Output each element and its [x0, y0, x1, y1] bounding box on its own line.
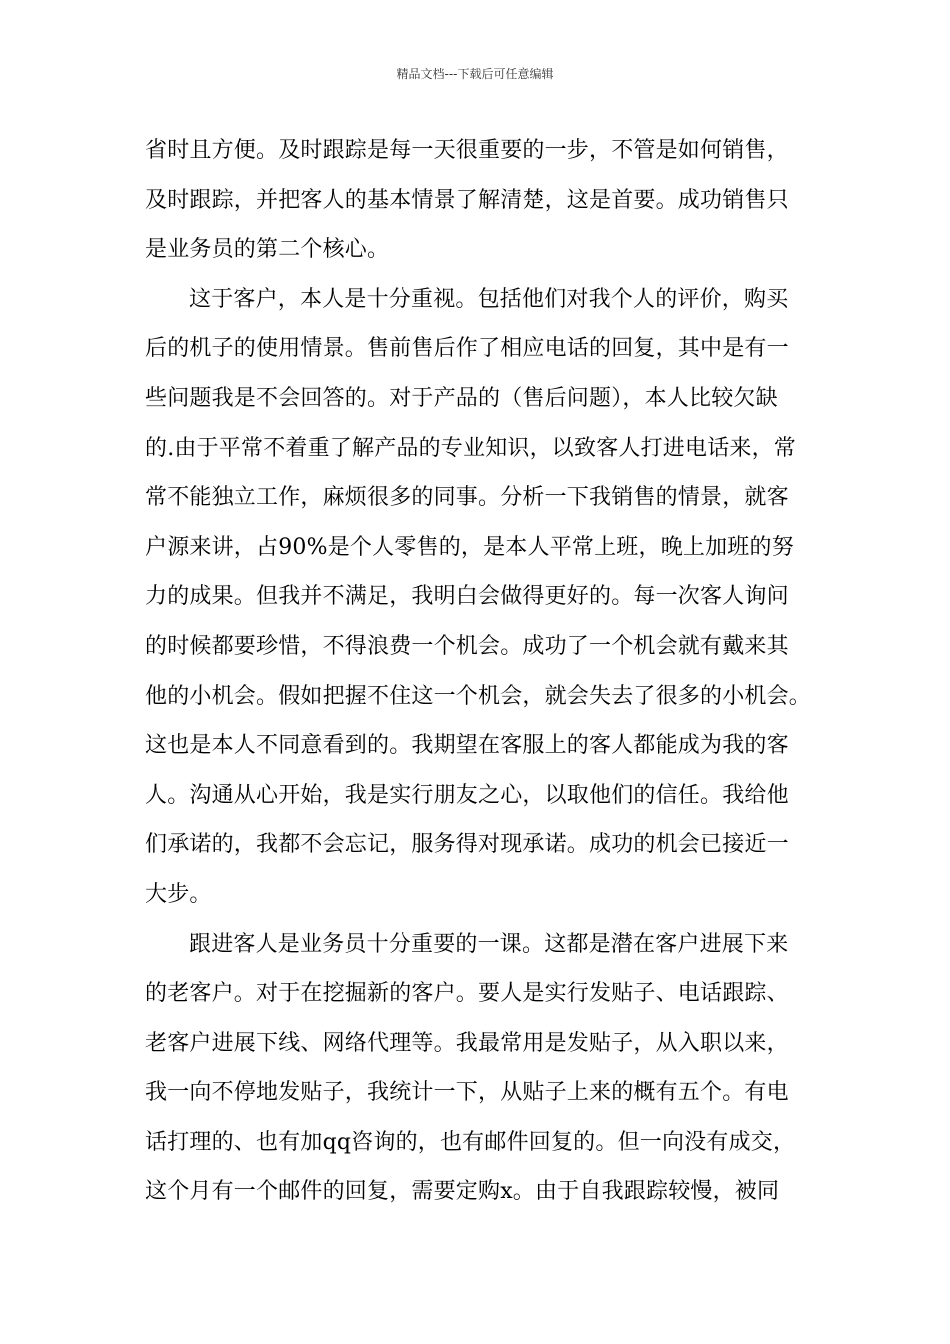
text-line: 这也是本人不同意看到的。我期望在客服上的客人都能成为我的客 — [145, 733, 789, 759]
text-line: 们承诺的，我都不会忘记，服务得对现承诺。成功的机会已接近一 — [145, 832, 789, 858]
paragraph-1 — [145, 126, 805, 275]
text-line: 的.由于平常不着重了解产品的专业知识，以致客人打进电话来，常 — [145, 435, 796, 461]
text-line: 些问题我是不会回答的。对于产品的（售后问题），本人比较欠缺 — [145, 385, 778, 411]
text-line: 及时跟踪，并把客人的基本情景了解清楚，这是首要。成功销售只 — [145, 187, 789, 213]
text-line: 力的成果。但我并不满足，我明白会做得更好的。每一次客人询问 — [145, 584, 789, 610]
page-header: 精品文档---下载后可任意编辑 — [396, 67, 554, 81]
text-line: 人。沟通从心开始，我是实行朋友之心，以取他们的信任。我给他 — [145, 782, 789, 808]
text-line: 省时且方便。及时跟踪是每一天很重要的一步，不管是如何销售， — [145, 138, 789, 163]
text-line: 的时候都要珍惜，不得浪费一个机会。成功了一个机会就有戴来其 — [145, 633, 789, 659]
paragraph-3 — [145, 920, 805, 1218]
text-line: 大步。 — [145, 881, 212, 907]
text-line: 常不能独立工作，麻烦很多的同事。分析一下我销售的情景，就客 — [145, 485, 789, 511]
text-line: 跟进客人是业务员十分重要的一课。这都是潜在客户进展下来 — [189, 931, 789, 957]
text-line: 的老客户。对于在挖掘新的客户。要人是实行发贴子、电话跟踪、 — [145, 981, 789, 1007]
text-line: 老客户进展下线、网络代理等。我最常用是发贴子，从入职以来， — [145, 1030, 789, 1056]
text-line: 这于客户，本人是十分重视。包括他们对我个人的评价，购买 — [189, 286, 789, 312]
text-line: 话打理的、也有加qq咨询的，也有邮件回复的。但一向没有成交， — [145, 1129, 796, 1155]
text-line: 是业务员的第二个核心。 — [145, 237, 390, 263]
text-line: 户源来讲，占90%是个人零售的，是本人平常上班，晚上加班的努 — [145, 534, 794, 560]
text-line: 后的机子的使用情景。售前售后作了相应电话的回复，其中是有一 — [145, 336, 789, 362]
text-line: 他的小机会。假如把握不住这一个机会，就会失去了很多的小机会。 — [145, 683, 812, 709]
text-line: 这个月有一个邮件的回复，需要定购x。由于自我跟踪较慢，被同 — [145, 1179, 780, 1205]
text-line: 我一向不停地发贴子，我统计一下，从贴子上来的概有五个。有电 — [145, 1080, 789, 1106]
document-body — [145, 126, 812, 1217]
paragraph-2 — [145, 275, 812, 920]
